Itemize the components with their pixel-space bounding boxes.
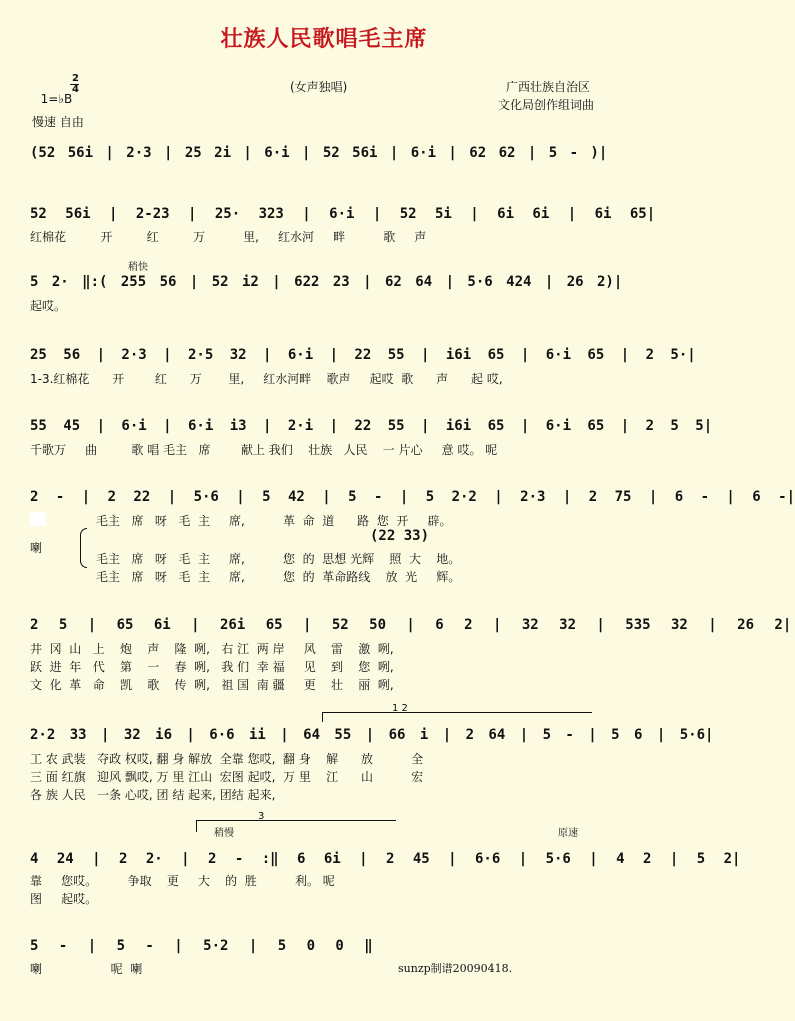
volta-bracket-1-2 bbox=[322, 712, 592, 713]
lyric-row-6b: 毛主 席 呀 毛 主 席, 您 的 思想 光辉 照 大 地。 bbox=[96, 552, 461, 566]
tempo-change-faster: 稍快 bbox=[128, 262, 148, 273]
highlight-box bbox=[30, 512, 46, 526]
notation-row-2: 52 56i | 2-23 | 25· 323 | 6·i | 52 5i | 6i 6i | 6i 65| bbox=[30, 206, 656, 222]
notation-row-9: 4 24 | 2 2· | 2 - :‖ 6 6i | 2 45 | 6·6 | 5·6 | 4 2 | 5 2| bbox=[30, 851, 741, 867]
lyric-row-8c: 各 族 人民 一条 心哎, 团 结 起来, 团结 起来, bbox=[30, 788, 276, 802]
volta-number-3: 3 bbox=[258, 811, 265, 822]
notation-row-6: 2 - | 2 22 | 5·6 | 5 42 | 5 - | 5 2·2 | 2·3 | 2 75 | 6 - | 6 -| bbox=[30, 489, 795, 505]
notation-row-4: 25 56 | 2·3 | 2·5 32 | 6·i | 22 55 | i6i 65 | 6·i 65 | 2 5·| bbox=[30, 347, 696, 363]
credit-line-1: 广西壮族自治区 bbox=[506, 80, 591, 94]
lyric-row-3: 起哎。 bbox=[30, 299, 67, 313]
lyric-row-5: 千歌万 曲 歌 唱 毛主 席 献上 我们 壮族 人民 一 片心 意 哎。 呢 bbox=[30, 443, 498, 457]
lyric-row-2: 红棉花 开 红 万 里, 红水河 畔 歌 声 bbox=[30, 230, 427, 244]
lyric-row-4: 1-3.红棉花 开 红 万 里, 红水河畔 歌声 起哎 歌 声 起 哎, bbox=[30, 372, 503, 386]
notation-row-3: 5 2· ‖:( 255 56 | 52 i2 | 622 23 | 62 64 | 5·6 424 | 26 2)| bbox=[30, 274, 623, 290]
lyric-row-7c: 文 化 革 命 凯 歌 传 咧, 祖 国 南 疆 更 壮 丽 咧, bbox=[30, 678, 394, 692]
lyric-row-7a: 井 冈 山 上 炮 声 隆 咧, 右 江 两 岸 风 雷 激 咧, bbox=[30, 642, 394, 656]
tempo-change-original: 原速 bbox=[558, 828, 578, 839]
volta-number-1-2: 1 2 bbox=[392, 703, 408, 714]
tempo-change-slower: 稍慢 bbox=[214, 828, 234, 839]
volta-bracket-3 bbox=[196, 820, 396, 821]
vocal-type: (女声独唱) bbox=[290, 80, 348, 94]
signature: sunzp制谱20090418. bbox=[398, 962, 513, 975]
notation-row-1: (52 56i | 2·3 | 25 2i | 6·i | 52 56i | 6·i | 62 62 | 5 - )| bbox=[30, 145, 608, 161]
volta-bracket-3-start bbox=[196, 820, 197, 832]
lyric-row-7b: 跃 进 年 代 第 一 春 咧, 我 们 幸 福 见 到 您 咧, bbox=[30, 660, 394, 674]
lyric-row-9b: 图 起哎。 bbox=[30, 892, 98, 906]
lyric-row-8a: 工 农 武装 夺政 权哎, 翻 身 解放 全靠 您哎, 翻 身 解 放 全 bbox=[30, 752, 424, 766]
notation-row-10: 5 - | 5 - | 5·2 | 5 0 0 ‖ bbox=[30, 938, 373, 954]
time-denominator: 4 bbox=[72, 84, 79, 95]
verse-bracket bbox=[80, 528, 87, 568]
alt-notes: (22 33) bbox=[370, 528, 430, 544]
key-label: 1=♭B bbox=[40, 92, 73, 106]
notation-row-7: 2 5 | 65 6i | 26i 65 | 52 50 | 6 2 | 32 32 | 535 32 | 26 2| bbox=[30, 617, 792, 633]
time-numerator: 2 bbox=[72, 73, 79, 84]
lyric-row-10: 喇 呢 喇 bbox=[30, 962, 143, 976]
lyric-row-9a: 靠 您哎。 争取 更 大 的 胜 利。 呢 bbox=[30, 874, 335, 888]
tempo-mark: 慢速 自由 bbox=[32, 115, 84, 129]
credit-line-2: 文化局创作组词曲 bbox=[498, 98, 595, 112]
volta-bracket-start bbox=[322, 712, 323, 722]
lyric-prefix: 喇 bbox=[30, 541, 43, 555]
page-title: 壮族人民歌唱毛主席 bbox=[220, 26, 428, 52]
key-signature bbox=[33, 78, 72, 106]
lyric-row-8b: 三 面 红旗 迎风 飘哎, 万 里 江山 宏图 起哎, 万 里 江 山 宏 bbox=[30, 770, 424, 784]
lyric-row-6c: 毛主 席 呀 毛 主 席, 您 的 革命路线 放 光 辉。 bbox=[96, 570, 461, 584]
notation-row-5: 55 45 | 6·i | 6·i i3 | 2·i | 22 55 | i6i 65 | 6·i 65 | 2 5 5| bbox=[30, 418, 713, 434]
notation-row-8: 2·2 33 | 32 i6 | 6·6 ii | 64 55 | 66 i | 2 64 | 5 - | 5 6 | 5·6| bbox=[30, 727, 714, 743]
lyric-row-6a: 毛主 席 呀 毛 主 席, 革 命 道 路 您 开 辟。 bbox=[96, 514, 452, 528]
